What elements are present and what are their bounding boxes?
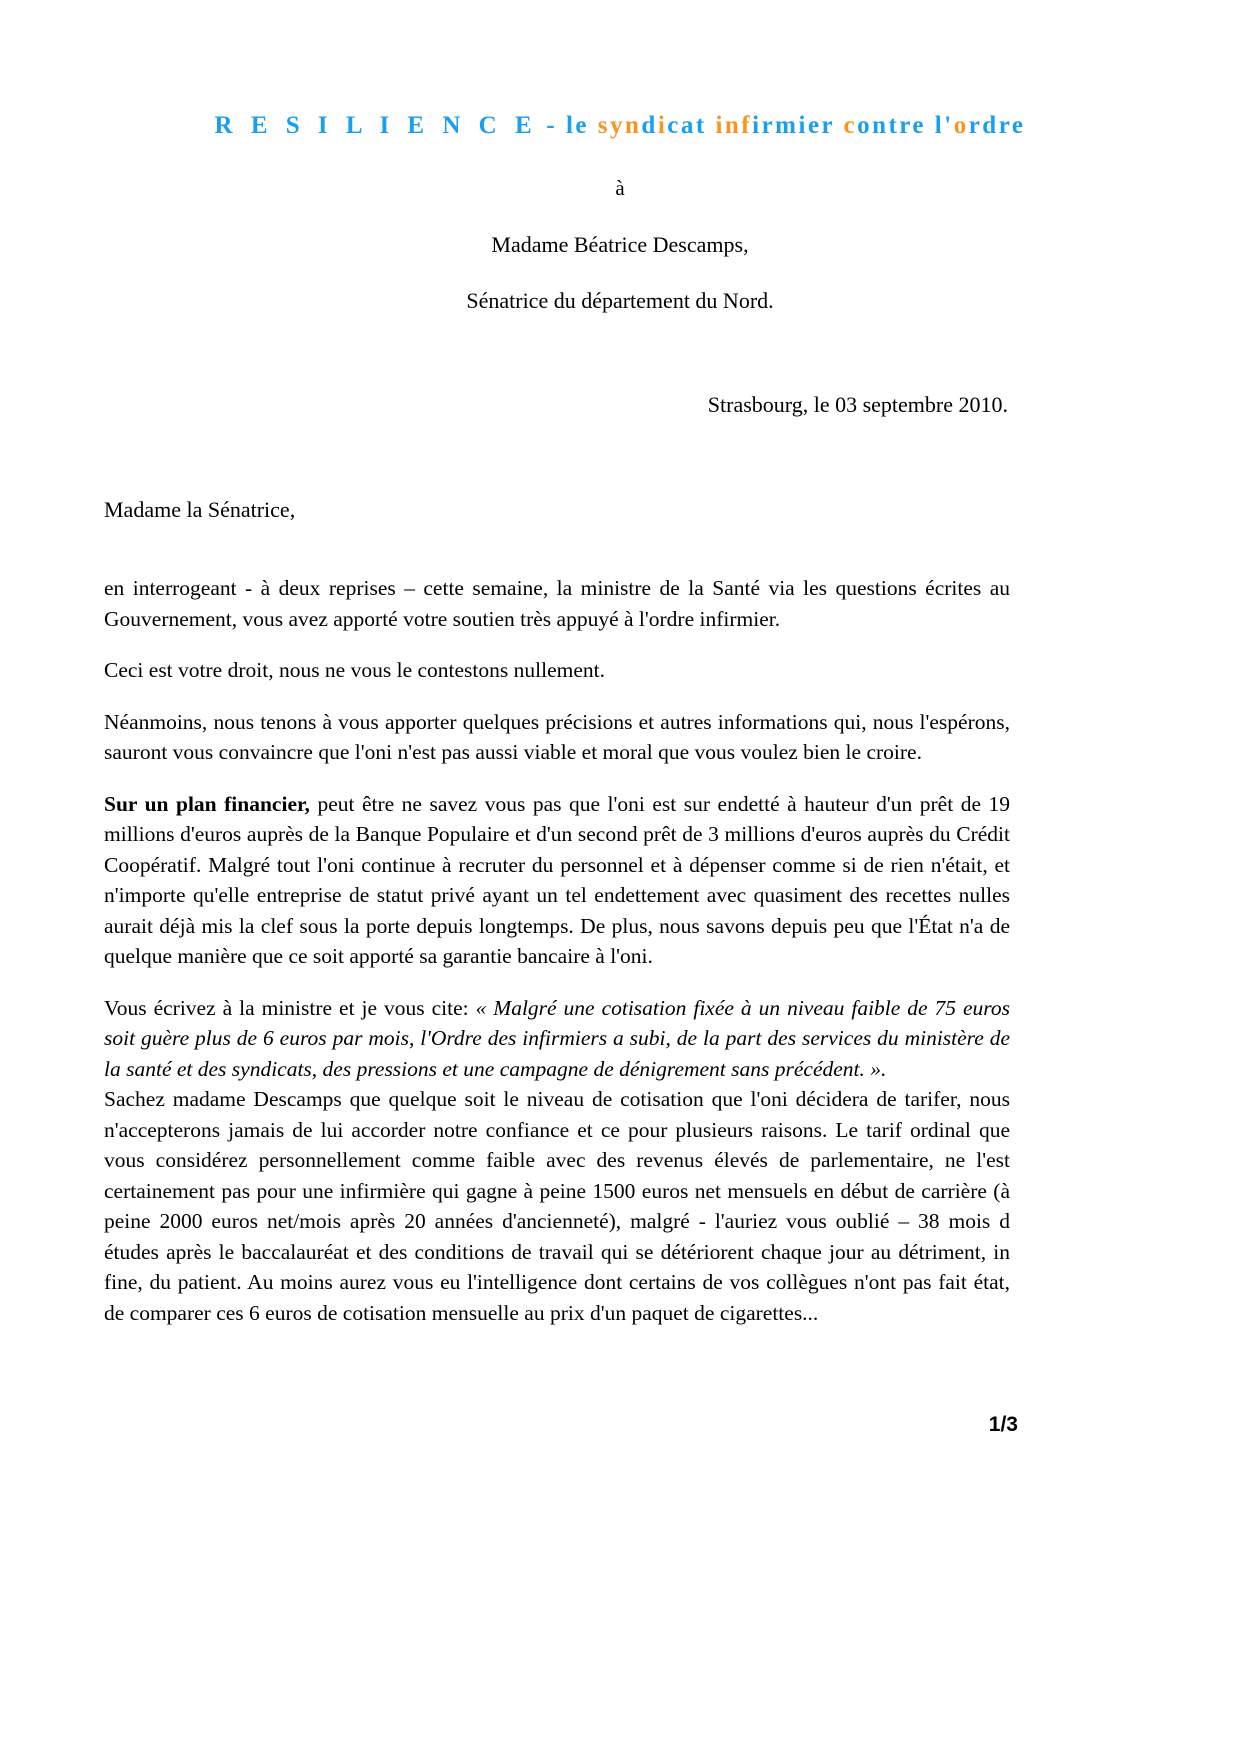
paragraph-2: Ceci est votre droit, nous ne vous le contestons nullement.: [104, 658, 605, 683]
paragraph-4-financier: [104, 789, 1010, 972]
citation-lead: Vous écrivez à la ministre et je vous cite:: [104, 995, 476, 1020]
masthead-segment-i: i: [657, 112, 668, 139]
recipient-name: Madame Béatrice Descamps,: [491, 232, 749, 257]
paragraph-4-rest: peut être ne savez vous pas que l'oni est sur endetté à hauteur d'un prêt de 19 millions d'euros auprès de la Banque Populaire et d'un second prêt de 3 millions d'euros auprès du Crédit Coopératif. Malgré tout l'oni continue à recruter du personnel et à dépenser comme si de rien n'était, et n'importe qu'elle entreprise de statut privé ayant un tel endettement avec quasiment des recettes nulles aurait déjà mis la clef sous la porte depuis longtemps. De plus, nous savons depuis peu que l'État n'a de quelque manière que ce soit apporté sa garantie bancaire à l'oni.: [104, 791, 1010, 969]
salutation: Madame la Sénatrice,: [104, 497, 296, 522]
paragraph-5-citation: [104, 993, 1010, 1085]
masthead-segment-syn: syn: [597, 112, 642, 139]
paragraph-3: Néanmoins, nous tenons à vous apporter quelques précisions et autres informations qui, nous l'espérons, sauront vous convaincre que l'oni n'est pas aussi viable et moral que vous voulez bien le croire.: [104, 709, 1010, 765]
masthead-segment-d: d: [641, 112, 658, 139]
masthead-segment-ontre: ontre l': [857, 112, 954, 139]
masthead-segment-resilience: R E S I L I E N C E: [214, 112, 538, 139]
masthead-segment-rdre: rdre: [968, 112, 1026, 139]
paragraph-4-bold-lead: Sur un plan financier,: [104, 791, 310, 816]
date-line: Strasbourg, le 03 septembre 2010.: [707, 392, 1008, 417]
masthead-segment-inf: inf: [715, 112, 753, 139]
paragraph-1: en interrogeant - à deux reprises – cette semaine, la ministre de la Santé via les questions écrites au Gouvernement, vous avez apporté votre soutien très appuyé à l'ordre infirmier.: [104, 576, 1010, 631]
masthead-segment-c: c: [843, 112, 858, 139]
letter-body: [104, 573, 1010, 1349]
masthead-segment-o: o: [953, 112, 969, 139]
page-number: 1/3: [988, 1413, 1018, 1436]
organization-masthead: [0, 112, 1240, 140]
masthead-segment-cat: cat: [667, 112, 716, 139]
recipient-role: Sénatrice du département du Nord.: [466, 288, 774, 313]
masthead-segment-irmier: irmier: [752, 112, 844, 139]
paragraph-6: Sachez madame Descamps que quelque soit le niveau de cotisation que l'oni décidera de tarifer, nous n'accepterons jamais de lui accorder notre confiance et ce pour plusieurs raisons. Le tarif ordinal que vous considérez personnellement comme faible avec des revenus élevés de parlementaire, ne l'est certainement pas pour une infirmière qui gagne à peine 1500 euros net mensuels en début de carrière (à peine 2000 euros net/mois après 20 années d'ancienneté), malgré - l'auriez vous oublié – 38 mois d études après le baccalauréat et des conditions de travail qui se détériorent chaque jour au détriment, in fine, du patient. Au moins aurez vous eu l'intelligence dont certains de vos collègues n'ont pas fait état, de comparer ces 6 euros de cotisation mensuelle au prix d'un paquet de cigarettes...: [104, 1087, 1010, 1325]
recipient-to-label: à: [615, 176, 625, 200]
citation-text: « Malgré une cotisation fixée à un niveau faible de 75 euros soit guère plus de 6 euros par mois, l'Ordre des infirmiers a subi, de la part des services du ministère de la santé et des syndicats, des pressions et une campagne de dénigrement sans précédent. ».: [104, 995, 1010, 1081]
masthead-segment-le: - le: [537, 112, 598, 139]
